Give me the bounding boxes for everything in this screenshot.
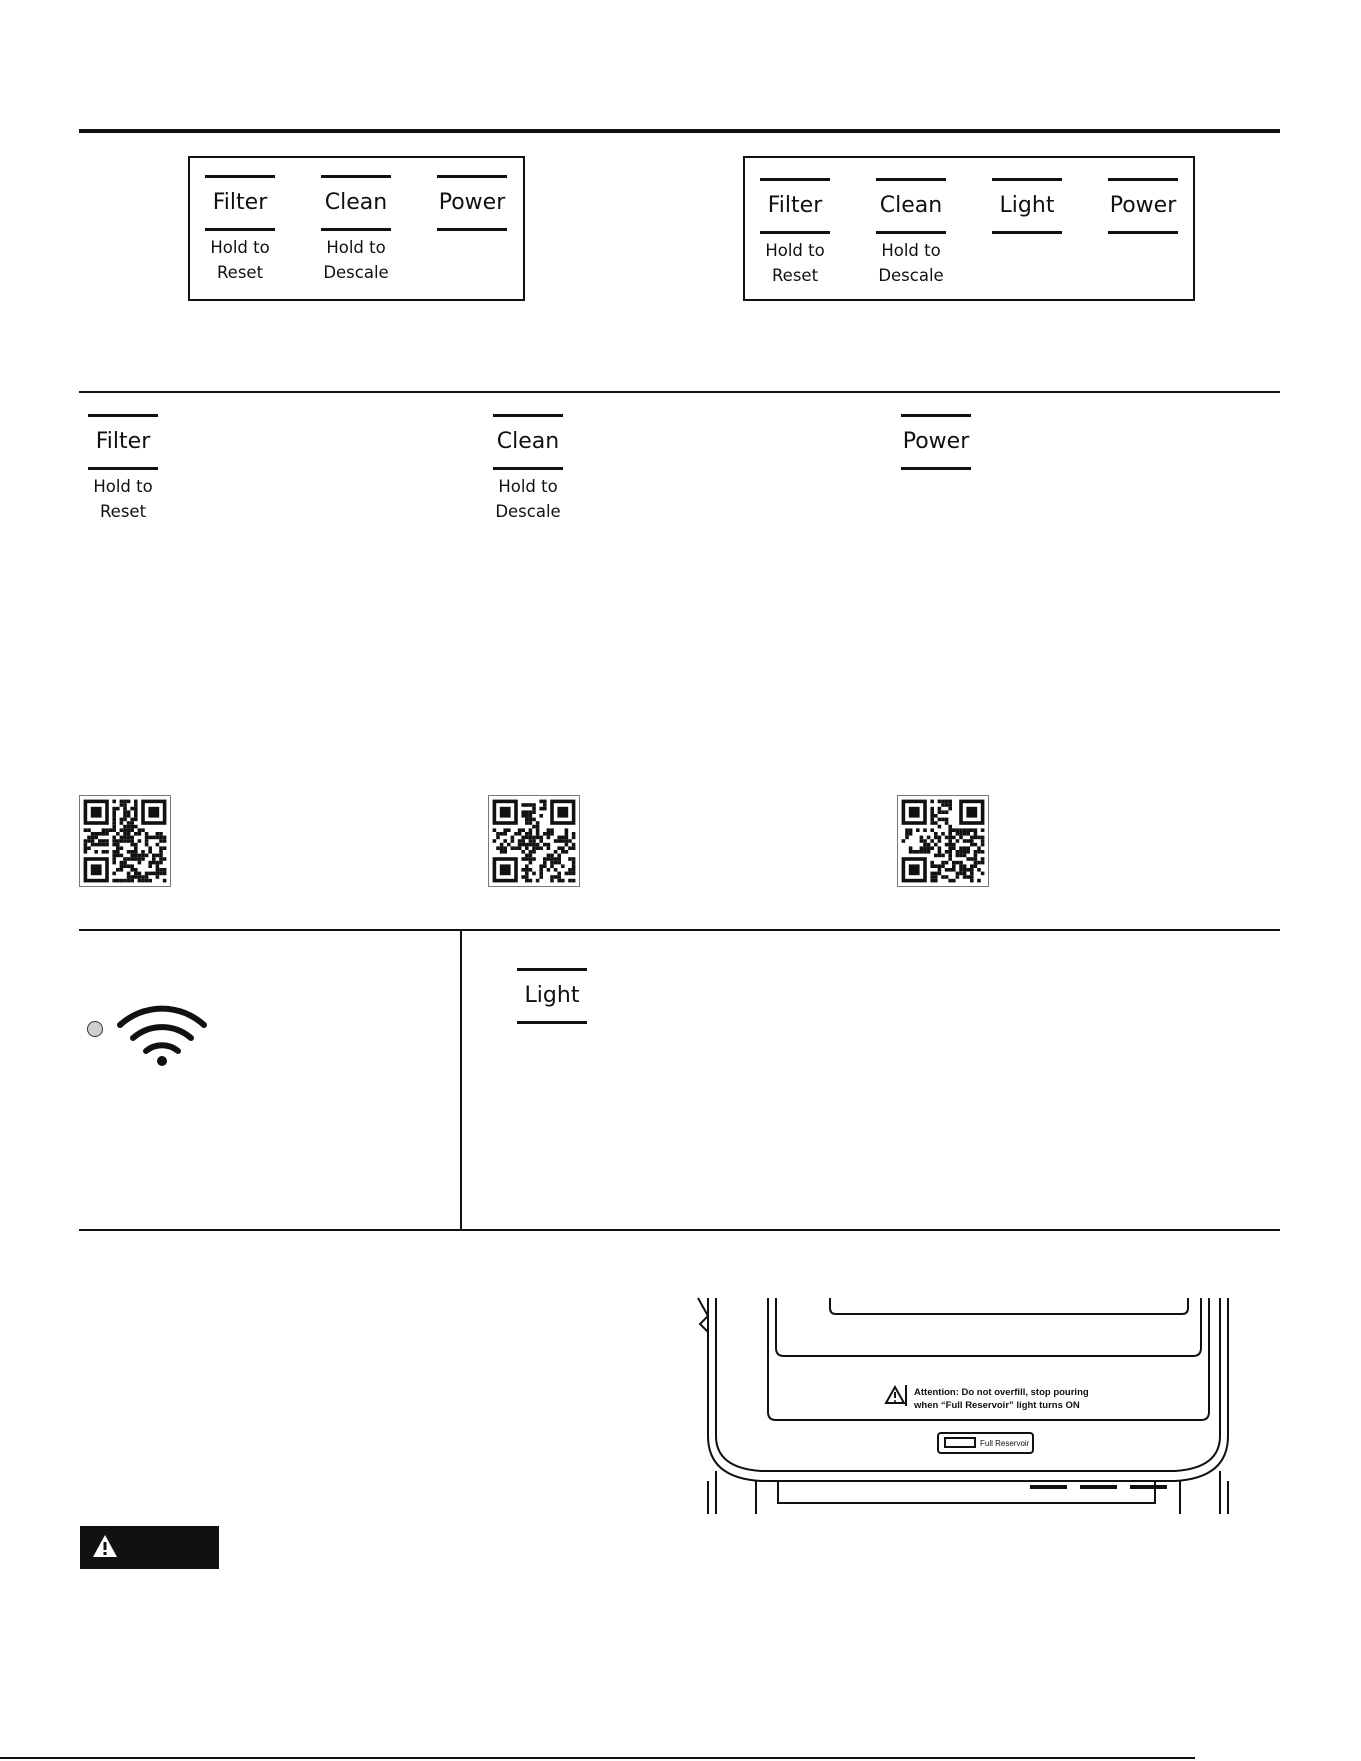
clean-label: Clean xyxy=(324,190,388,215)
sub-line: Descale xyxy=(495,502,561,521)
warning-triangle-icon xyxy=(92,1534,118,1558)
clean-label: Clean xyxy=(879,193,943,218)
filter-sub-label xyxy=(760,238,830,288)
divider xyxy=(321,228,391,231)
clean-sub-label xyxy=(876,238,946,288)
light-label: Light xyxy=(524,983,580,1008)
divider xyxy=(493,467,563,470)
clean-sub-label xyxy=(493,474,563,524)
sub-line: Hold to xyxy=(881,241,941,260)
light-button[interactable] xyxy=(517,968,587,1024)
clean-label: Clean xyxy=(496,429,560,454)
attention-line-2: when “Full Reservoir” light turns ON xyxy=(914,1400,1080,1411)
power-label: Power xyxy=(438,190,506,215)
clean-control[interactable] xyxy=(876,178,946,288)
divider xyxy=(205,228,275,231)
column-divider xyxy=(460,929,462,1230)
clean-sub-label xyxy=(321,235,391,285)
sub-line: Hold to xyxy=(326,238,386,257)
power-label: Power xyxy=(1109,193,1177,218)
clean-button[interactable] xyxy=(493,414,563,524)
divider xyxy=(437,228,507,231)
sub-line: Descale xyxy=(878,266,944,285)
power-label: Power xyxy=(902,429,970,454)
filter-control[interactable] xyxy=(760,178,830,288)
filter-label: Filter xyxy=(95,429,151,454)
divider xyxy=(901,467,971,470)
filter-button[interactable] xyxy=(88,414,158,524)
sub-line: Hold to xyxy=(765,241,825,260)
top-rule xyxy=(79,129,1280,133)
divider xyxy=(88,467,158,470)
divider xyxy=(876,231,946,234)
control-panel-three-button xyxy=(188,156,525,301)
warning-badge xyxy=(80,1526,219,1569)
full-reservoir-label: Full Reservoir xyxy=(980,1439,1030,1448)
attention-line-1: Attention: Do not overfill, stop pouring xyxy=(914,1387,1089,1398)
divider xyxy=(517,1021,587,1024)
control-panel-four-button xyxy=(743,156,1195,301)
reservoir-illustration xyxy=(695,1296,1260,1516)
light-label: Light xyxy=(999,193,1055,218)
qr-code-icon[interactable] xyxy=(488,795,580,887)
divider xyxy=(992,231,1062,234)
divider xyxy=(760,231,830,234)
sub-line: Reset xyxy=(99,502,147,521)
sub-line: Descale xyxy=(323,263,389,282)
wifi-status-light xyxy=(87,1021,103,1037)
filter-label: Filter xyxy=(212,190,268,215)
section-rule xyxy=(79,1229,1280,1231)
wifi-icon xyxy=(116,997,208,1067)
power-control[interactable] xyxy=(1108,178,1178,234)
sub-line: Reset xyxy=(216,263,264,282)
sub-line: Hold to xyxy=(93,477,153,496)
clean-control[interactable] xyxy=(321,175,391,285)
filter-control[interactable] xyxy=(205,175,275,285)
power-button[interactable] xyxy=(901,414,971,470)
section-rule xyxy=(79,929,1280,931)
filter-sub-label xyxy=(205,235,275,285)
divider xyxy=(1108,231,1178,234)
filter-sub-label xyxy=(88,474,158,524)
sub-line: Hold to xyxy=(210,238,270,257)
sub-line: Reset xyxy=(771,266,819,285)
qr-code-icon[interactable] xyxy=(79,795,171,887)
bottom-rule xyxy=(0,1757,1195,1759)
light-control[interactable] xyxy=(992,178,1062,234)
sub-line: Hold to xyxy=(498,477,558,496)
filter-label: Filter xyxy=(767,193,823,218)
section-rule xyxy=(79,391,1280,393)
qr-code-icon[interactable] xyxy=(897,795,989,887)
power-control[interactable] xyxy=(437,175,507,231)
